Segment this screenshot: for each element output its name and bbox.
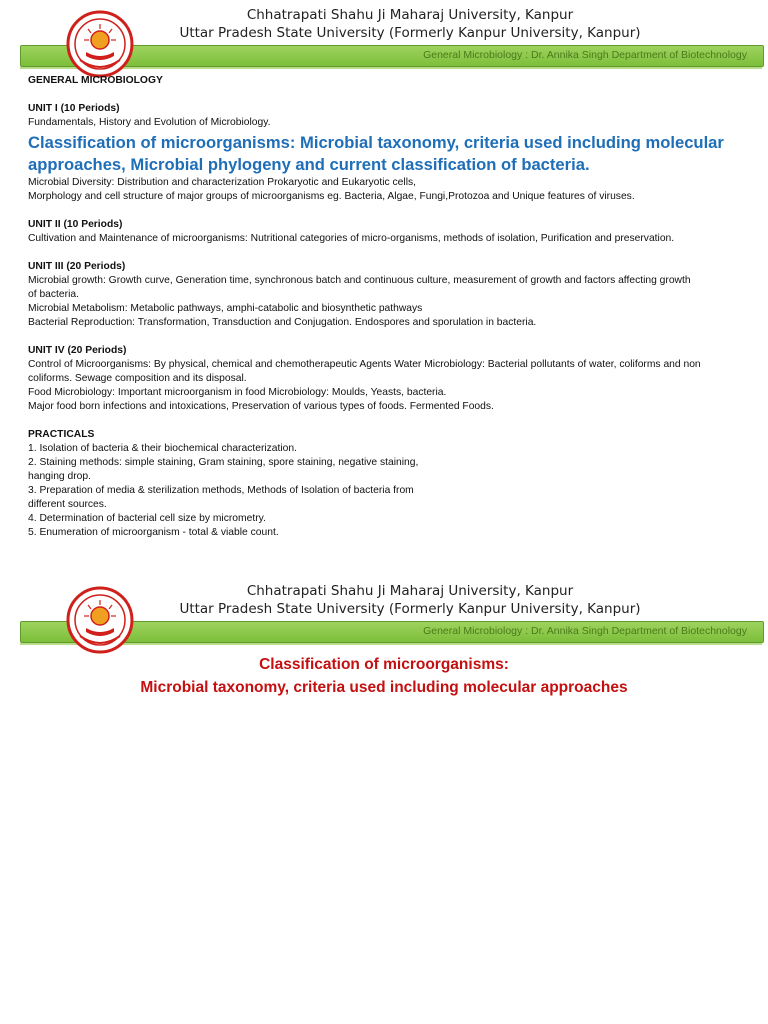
university-name: Chhatrapati Shahu Ji Maharaj University, Kanpur <box>246 583 574 599</box>
unit3-title: UNIT III (20 Periods) <box>28 261 126 272</box>
unit4-line: Major food born infections and intoxications, Preservation of various types of foods. Fermented Foods. <box>28 401 494 412</box>
spacer <box>28 88 748 102</box>
unit3-line: Bacterial Reproduction: Transformation, Transduction and Conjugation. Endospores and sporulation in bacteria. <box>28 317 537 328</box>
university-name: Chhatrapati Shahu Ji Maharaj University, Kanpur <box>246 7 574 23</box>
practical-item: 1. Isolation of bacteria & their biochemical characterization. <box>28 443 298 454</box>
unit4-line: Food Microbiology: Important microorganism in food Microbiology: Moulds, Yeasts, bacteria. <box>28 387 447 398</box>
banner-text: General Microbiology : Dr. Annika Singh Department of Biotechnology <box>423 625 747 637</box>
slide-title <box>0 653 768 699</box>
page-header <box>0 576 768 656</box>
unit2-title: UNIT II (10 Periods) <box>28 219 123 230</box>
university-subtitle: Uttar Pradesh State University (Formerly Kanpur University, Kanpur) <box>179 601 641 617</box>
spacer <box>28 414 748 428</box>
spacer <box>28 204 748 218</box>
syllabus-heading: GENERAL MICROBIOLOGY <box>28 75 163 86</box>
practical-item: hanging drop. <box>28 471 91 482</box>
university-subtitle: Uttar Pradesh State University (Formerly Kanpur University, Kanpur) <box>179 25 641 41</box>
unit1-title: UNIT I (10 Periods) <box>28 103 120 114</box>
syllabus-content <box>28 74 748 540</box>
unit1-line: Morphology and cell structure of major groups of microorganisms eg. Bacteria, Algae, Fungi,Protozoa and Unique features of viruses. <box>28 191 635 202</box>
unit3-line: Microbial growth: Growth curve, Generation time, synchronous batch and continuous culture, measurement of growth and factors affecting growth <box>28 275 691 286</box>
slide-title-line: Microbial taxonomy, criteria used including molecular approaches <box>140 679 628 696</box>
practicals-title: PRACTICALS <box>28 429 95 440</box>
spacer <box>28 246 748 260</box>
banner-text: General Microbiology : Dr. Annika Singh Department of Biotechnology <box>423 49 747 61</box>
slide-title-line: Classification of microorganisms: <box>259 656 509 673</box>
unit4-title: UNIT IV (20 Periods) <box>28 345 127 356</box>
practical-item: 4. Determination of bacterial cell size by micrometry. <box>28 513 266 524</box>
unit3-line: Microbial Metabolism: Metabolic pathways, amphi-catabolic and biosynthetic pathways <box>28 303 423 314</box>
practical-item: 3. Preparation of media & sterilization methods, Methods of Isolation of bacteria from <box>28 485 414 496</box>
unit4-line: Control of Microorganisms: By physical, chemical and chemotherapeutic Agents Water Microbiology: Bacterial pollutants of water, coliforms and non <box>28 359 701 370</box>
unit2-line: Cultivation and Maintenance of microorganisms: Nutritional categories of micro-organisms, methods of isolation, Purification and preservation. <box>28 233 675 244</box>
unit3-line: of bacteria. <box>28 289 79 300</box>
university-seal-logo <box>66 10 134 78</box>
spacer <box>28 330 748 344</box>
unit4-line: coliforms. Sewage composition and its disposal. <box>28 373 247 384</box>
university-seal-logo <box>66 586 134 654</box>
practical-item: 2. Staining methods: simple staining, Gram staining, spore staining, negative staining, <box>28 457 419 468</box>
page-header <box>0 0 768 80</box>
unit1-line: Fundamentals, History and Evolution of Microbiology. <box>28 117 271 128</box>
highlight-line: approaches, Microbial phylogeny and current classification of bacteria. <box>28 155 590 174</box>
unit1-line: Microbial Diversity: Distribution and characterization Prokaryotic and Eukaryotic cells, <box>28 177 416 188</box>
practical-item: different sources. <box>28 499 107 510</box>
practical-item: 5. Enumeration of microorganism - total & viable count. <box>28 527 279 538</box>
highlight-line: Classification of microorganisms: Microbial taxonomy, criteria used including molecular <box>28 133 724 152</box>
